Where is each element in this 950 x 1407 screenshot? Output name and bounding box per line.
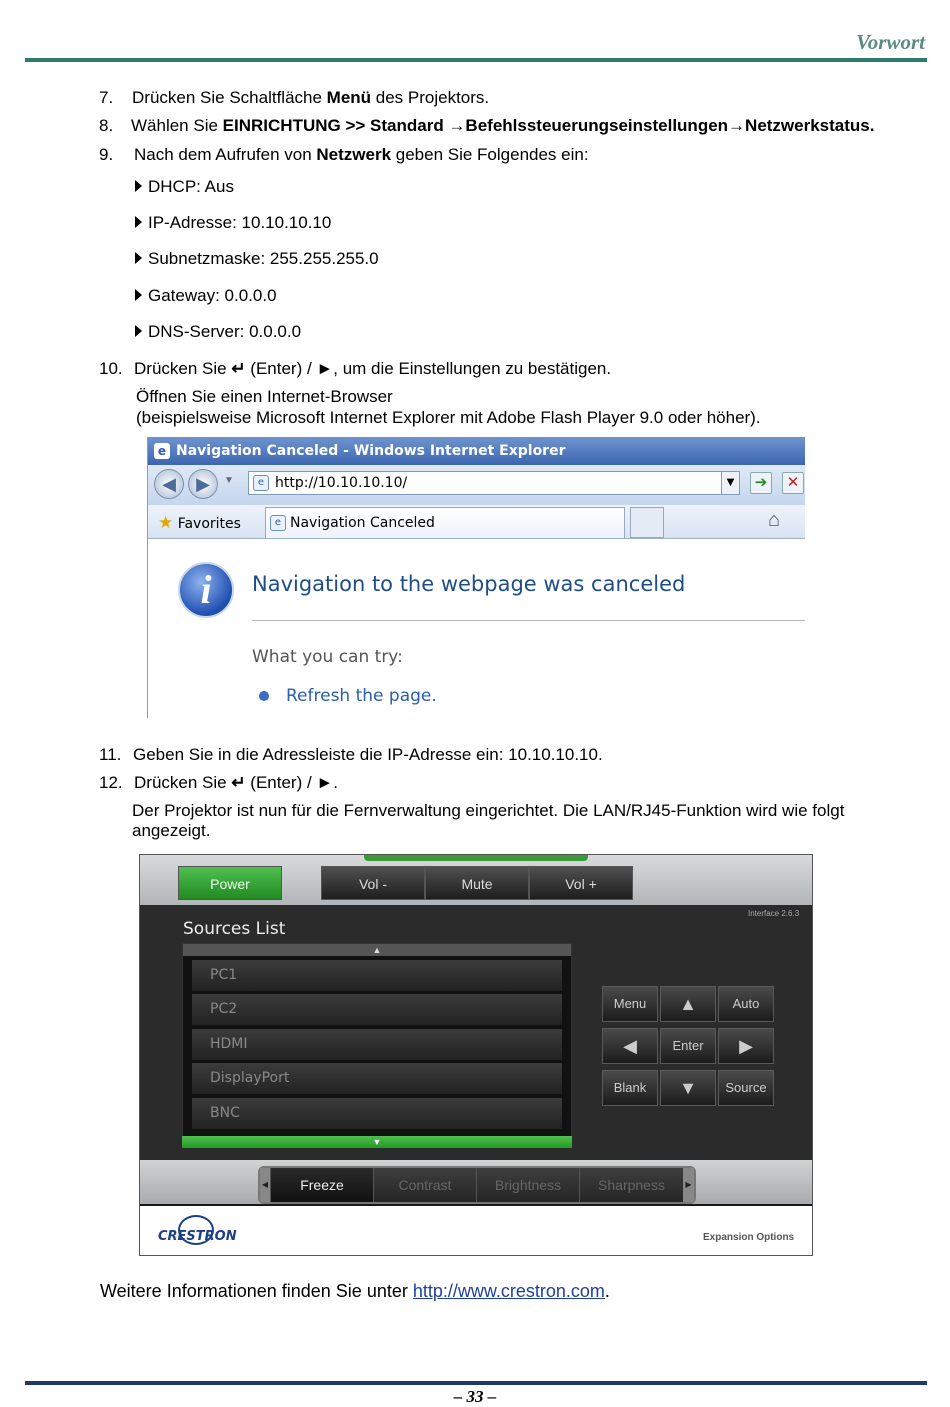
source-item-pc1[interactable]: PC1	[192, 960, 562, 991]
bullet-icon	[259, 691, 269, 701]
vol-down-button[interactable]: Vol -	[321, 866, 425, 900]
triangle-bullet-icon	[135, 180, 142, 192]
step-number: 11.	[99, 745, 122, 764]
mute-button[interactable]: Mute	[425, 866, 529, 900]
ie-logo-icon: e	[154, 443, 170, 459]
back-arrow-icon[interactable]: ◀	[154, 469, 184, 499]
forward-arrow-icon[interactable]: ▶	[188, 469, 218, 499]
step-bold: EINRICHTUNG >> Standard →Befehlssteuerungseinstellungen→Netzwerkstatus.	[222, 116, 875, 135]
source-item-bnc[interactable]: BNC	[192, 1098, 562, 1129]
tab-label: Navigation Canceled	[290, 515, 435, 531]
up-arrow-icon[interactable]: ▲	[660, 986, 716, 1022]
source-button[interactable]: Source	[718, 1070, 774, 1106]
source-item-pc2[interactable]: PC2	[192, 994, 562, 1025]
triangle-bullet-icon	[135, 325, 142, 337]
step-text-end: des Projektors.	[371, 88, 490, 107]
info-icon: i	[178, 562, 234, 618]
vol-up-button[interactable]: Vol +	[529, 866, 633, 900]
step-12	[99, 773, 338, 793]
step-text-end: geben Sie Folgendes ein:	[391, 145, 589, 164]
step-text: Nach dem Aufrufen von	[134, 145, 317, 164]
address-bar[interactable]	[248, 471, 740, 495]
step-10	[99, 359, 612, 379]
crestron-link[interactable]: http://www.crestron.com	[412, 1281, 605, 1301]
step-8	[99, 116, 875, 136]
page-number: – 33 –	[453, 1387, 497, 1406]
step-text: Drücken Sie	[134, 359, 232, 378]
stop-icon[interactable]: ✕	[782, 472, 804, 494]
address-text: http://10.10.10.10/	[275, 475, 408, 491]
step-12-paragraph: Der Projektor ist nun für die Fernverwaltung eingerichtet. Die LAN/RJ45-Funktion wird wie folgt angezeigt.	[132, 801, 845, 840]
step-text: Drücken Sie	[134, 773, 232, 792]
step-bold: Menü	[326, 88, 372, 107]
header-rule	[25, 58, 927, 62]
step-number: 9.	[99, 145, 114, 164]
new-tab-button[interactable]	[630, 507, 664, 538]
footer-rule	[25, 1381, 927, 1385]
bullet-dns: DNS-Server: 0.0.0.0	[135, 322, 301, 342]
enter-key-icon: ↵	[231, 359, 246, 378]
error-heading: Navigation to the webpage was canceled	[252, 572, 686, 596]
bullet-gateway: Gateway: 0.0.0.0	[135, 286, 277, 306]
bullet-subnet: Subnetzmaske: 255.255.255.0	[135, 249, 379, 269]
step-text-end: (Enter) / ►, um die Einstellungen zu bestätigen.	[245, 359, 612, 378]
power-button[interactable]: Power	[178, 866, 282, 900]
browser-title: Navigation Canceled - Windows Internet Explorer	[176, 443, 566, 459]
browser-tab[interactable]	[265, 507, 625, 538]
bullet-ip: IP-Adresse: 10.10.10.10	[135, 213, 331, 233]
page-icon: e	[270, 515, 286, 531]
step-11	[99, 745, 603, 765]
panel-footer	[140, 1206, 812, 1256]
home-icon[interactable]: ⌂	[768, 509, 781, 531]
favorites-button[interactable]: ★ Favorites	[158, 513, 241, 533]
source-item-hdmi[interactable]: HDMI	[192, 1029, 562, 1060]
auto-button[interactable]: Auto	[718, 986, 774, 1022]
scroll-up-icon[interactable]: ▲	[183, 944, 571, 956]
enter-button[interactable]: Enter	[660, 1028, 716, 1064]
more-info: Weitere Informationen finden Sie unter http://www.crestron.com.	[100, 1281, 610, 1301]
step-bold: Netzwerk	[316, 145, 392, 164]
triangle-bullet-icon	[135, 289, 142, 301]
enter-key-icon: ↵	[231, 773, 246, 792]
triangle-bullet-icon	[135, 216, 142, 228]
down-arrow-icon[interactable]: ▼	[660, 1070, 716, 1106]
header-title: Vorwort	[856, 30, 925, 54]
step-text: Geben Sie in die Adressleiste die IP-Adresse ein: 10.10.10.10.	[133, 745, 603, 764]
expansion-options[interactable]: Expansion Options	[703, 1232, 795, 1243]
try-label: What you can try:	[252, 647, 403, 667]
step-10-line-2: Öffnen Sie einen Internet-Browser	[136, 387, 393, 406]
source-item-displayport[interactable]: DisplayPort	[192, 1063, 562, 1094]
step-7	[99, 88, 490, 108]
freeze-tab[interactable]: Freeze	[270, 1168, 373, 1202]
sources-title: Sources List	[183, 919, 286, 939]
tabs-right-arrow-icon[interactable]: ▶	[683, 1168, 694, 1202]
sharpness-tab[interactable]: Sharpness	[579, 1168, 683, 1202]
menu-button[interactable]: Menu	[602, 986, 658, 1022]
scroll-down-icon[interactable]: ▼	[182, 1136, 572, 1148]
step-text: Drücken Sie Schaltfläche	[132, 88, 327, 107]
brightness-tab[interactable]: Brightness	[476, 1168, 579, 1202]
step-10-line-3: (beispielsweise Microsoft Internet Explorer mit Adobe Flash Player 9.0 oder höher).	[136, 408, 761, 427]
page-icon: e	[253, 475, 269, 491]
divider	[252, 620, 805, 621]
right-arrow-icon[interactable]: ▶	[718, 1028, 774, 1064]
bullet-dhcp: DHCP: Aus	[135, 177, 234, 197]
left-arrow-icon[interactable]: ◀	[602, 1028, 658, 1064]
step-9	[99, 145, 589, 165]
history-dropdown-icon[interactable]: ▼	[224, 475, 234, 486]
step-number: 8.	[99, 116, 114, 135]
step-number: 12.	[99, 773, 123, 792]
browser-screenshot	[147, 437, 805, 718]
step-number: 10.	[99, 359, 123, 378]
star-icon: ★	[158, 513, 174, 533]
panel-accent-bar	[364, 855, 588, 861]
refresh-link[interactable]: Refresh the page.	[286, 686, 437, 706]
blank-button[interactable]: Blank	[602, 1070, 658, 1106]
step-text: Wählen Sie	[131, 116, 223, 135]
browser-content	[152, 539, 805, 718]
tabs-left-arrow-icon[interactable]: ◀	[260, 1168, 270, 1202]
step-text-end: (Enter) / ►.	[245, 773, 338, 792]
browser-title-bar	[148, 437, 805, 465]
triangle-bullet-icon	[135, 252, 142, 264]
go-arrow-icon[interactable]: ➔	[750, 472, 772, 494]
address-dropdown-icon[interactable]: ▼	[721, 472, 739, 494]
crestron-panel	[139, 854, 813, 1256]
crestron-logo: CRESTRON	[158, 1229, 237, 1244]
version-label: Interface 2.6.3	[748, 909, 800, 918]
contrast-tab[interactable]: Contrast	[373, 1168, 476, 1202]
step-number: 7.	[99, 88, 114, 107]
